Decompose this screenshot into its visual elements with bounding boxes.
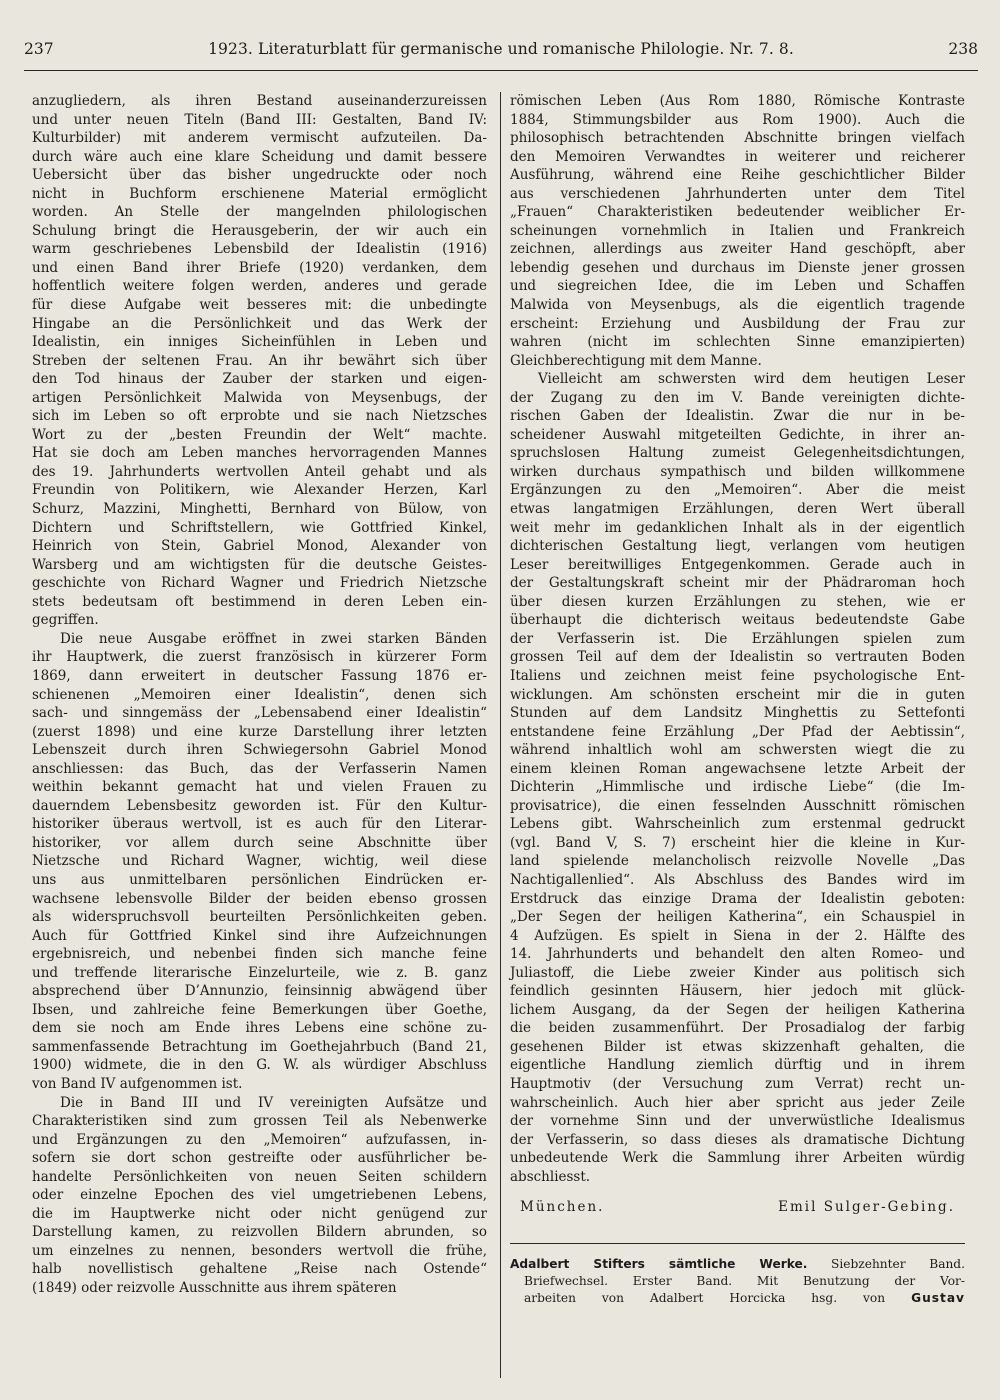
notice-title: Adalbert Stifters sämtliche Werke. xyxy=(510,1256,808,1271)
left-column-line: schienenen „Memoiren einer Idealistin“, denen sich xyxy=(32,686,487,703)
journal-title: 1923. Literaturblatt für germanische und romanische Philologie. Nr. 7. 8. xyxy=(208,40,794,58)
left-column-line: Nietzsche und Richard Wagner, wichtig, weil diese xyxy=(32,853,487,870)
left-column-line: Hat sie doch am Leben manches hervorragenden Mannes xyxy=(32,445,487,462)
right-column-line: lichem Ausgang, da der Segen der heiligen Katherina xyxy=(510,1001,965,1018)
left-column-line: Dichtern und Schriftstellern, wie Gottfried Kinkel, xyxy=(32,519,487,536)
notice-line-2: Briefwechsel. Erster Band. Mit Benutzung der Vor- xyxy=(524,1273,965,1288)
left-column-line: um einzelnes zu nennen, besonders wertvoll die frühe, xyxy=(32,1242,487,1259)
notice-line-1 xyxy=(510,1256,965,1273)
right-column-text xyxy=(510,92,965,1186)
signature-author: Emil Sulger-Gebing. xyxy=(778,1199,955,1216)
left-column-line: und Ergänzungen zu den „Memoiren“ aufzufassen, in- xyxy=(32,1131,487,1148)
left-column-line: anschliessen: das Buch, das der Verfasserin Namen xyxy=(32,760,487,777)
right-column-line: wirken durchaus sympathisch und bilden willkommene xyxy=(510,463,965,480)
column-divider xyxy=(500,92,501,1378)
left-column-line: Hingabe an die Persönlichkeit und das Werk der xyxy=(32,315,487,332)
right-column-line: unbedeutende Werk die Sammlung ihrer Arbeiten würdig xyxy=(510,1150,965,1167)
right-column-line: „Der Segen der heiligen Katherina“, ein Schauspiel in xyxy=(510,909,965,926)
left-column-line: gegriffen. xyxy=(32,612,99,629)
left-column xyxy=(32,92,487,1298)
right-column-line: rischen Gaben der Idealistin. Zwar die nur in be- xyxy=(510,408,965,425)
right-column-line: wahrscheinlich. Auch hier aber spricht aus jeder Zeile xyxy=(510,1094,965,1111)
right-column-line: überhaupt die dichterisch weitaus bedeutendste Gabe xyxy=(510,612,965,629)
notice-editor-name: Gustav xyxy=(911,1290,965,1305)
right-column-line: Stunden auf dem Landsitz Minghettis zu Settefonti xyxy=(510,705,965,722)
right-column-line: etwas langatmigen Erzählungen, deren Wert überall xyxy=(510,501,965,518)
right-column-line: der Verfasserin, so dass dieses als dramatische Dichtung xyxy=(510,1131,965,1148)
right-column-line: aus verschiedenen Jahrhunderten unter dem Titel xyxy=(510,185,965,202)
right-column-line: Malwida von Meysenbugs, als die eigentlich tragende xyxy=(510,297,965,314)
notice-line-3 xyxy=(510,1290,965,1307)
notice-divider xyxy=(510,1243,965,1244)
right-column-line: einem kleinen Roman angewachsene letzte Arbeit der xyxy=(510,760,965,777)
right-column-line: Nachtigallenlied“. Als Abschluss des Bandes wird im xyxy=(510,871,965,888)
left-column-line: uns aus unmittelbaren persönlichen Eindrücken er- xyxy=(32,871,487,888)
left-column-line: Darstellung kamen, zu reizvollen Bildern abrunden, so xyxy=(32,1224,487,1241)
right-column-line: Leser bereitwilliges Entgegenkommen. Gerade auch in xyxy=(510,556,965,573)
left-column-line: und einen Band ihrer Briefe (1920) verdanken, dem xyxy=(32,259,487,276)
left-column-line: Lebenszeit durch ihren Schwiegersohn Gabriel Monod xyxy=(32,742,487,759)
left-column-line: Schulung bringt die Herausgeberin, der wir auch ein xyxy=(32,222,487,239)
right-column-line: Hauptmotiv (der Versuchung zum Verrat) recht un- xyxy=(510,1075,965,1092)
right-column-line: abschliesst. xyxy=(510,1168,591,1185)
right-column-line: gesehenen Bilder ist etwas skizzenhaft gehalten, die xyxy=(510,1038,965,1055)
right-column-line: wahren (nicht im schlechten Sinne emanzipierten) xyxy=(510,334,965,351)
right-column-line: der Gestaltungskraft scheint mir der Phädraroman hoch xyxy=(510,575,965,592)
left-column-line: und treffende literarische Einzelurteile, wie z. B. ganz xyxy=(32,964,487,981)
left-column-line: ergebnisreich, und nebenbei finden sich manche feine xyxy=(32,946,487,963)
right-column-line: spruchslosen Haltung zumeist Gelegenheitsdichtungen, xyxy=(510,445,965,462)
left-column-line: historiker überaus wertvoll, ist es auch für den Literar- xyxy=(32,816,487,833)
left-column-line: Warsberg und am wichtigsten für die deutsche Geistes- xyxy=(32,556,487,573)
book-notice xyxy=(510,1256,965,1307)
left-column-line: Idealistin, ein inniges Sicheinfühlen in Leben und xyxy=(32,334,487,351)
left-column-line: Kulturbilder) mit anderem vermischt aufzuteilen. Da- xyxy=(32,130,487,147)
signature-place: München. xyxy=(520,1199,605,1216)
right-column-line: „Frauen“ Charakteristiken bedeutender weiblicher Er- xyxy=(510,204,965,221)
left-column-line: Die neue Ausgabe eröffnet in zwei starken Bänden xyxy=(60,630,487,647)
left-column-line: Charakteristiken sind zum grossen Teil als Nebenwerke xyxy=(32,1113,487,1130)
right-column-line: Ergänzungen zu den „Memoiren“. Aber die meist xyxy=(510,482,965,499)
left-column-line: durch wäre auch eine klare Scheidung und damit bessere xyxy=(32,148,487,165)
right-column-line: den Memoiren Verwandtes in weiterer und reicherer xyxy=(510,148,965,165)
right-column-line: scheinungen vornehmlich in Italien und Frankreich xyxy=(510,222,965,239)
right-column-line: Italiens und zeichnen meist feine psychologische Ent- xyxy=(510,667,965,684)
right-column-line: weit mehr im gedanklichen Inhalt als in der eigentlich xyxy=(510,519,965,536)
signature-line xyxy=(510,1198,965,1217)
page-number-right: 238 xyxy=(948,40,978,58)
right-column-line: entstandene feine Erzählung „Der Pfad der Aebtissin“, xyxy=(510,723,965,740)
left-column-line: für diese Aufgabe weit besseres mit: die unbedingte xyxy=(32,297,487,314)
left-column-line: geschichte von Richard Wagner und Friedrich Nietzsche xyxy=(32,575,487,592)
right-column-line: der Verfasserin ist. Die Erzählungen spielen zum xyxy=(510,630,965,647)
right-column-line: feindlich gesinnten Häusern, hier jedoch mit glück- xyxy=(510,983,965,1000)
left-column-line: weithin bekannt gemacht hat und vielen Frauen zu xyxy=(32,779,487,796)
left-column-line: als widerspruchsvoll beurteilten Persönlichkeiten geben. xyxy=(32,909,487,926)
left-column-line: Auch für Gottfried Kinkel sind ihre Aufzeichnungen xyxy=(32,927,487,944)
left-column-line: hoffentlich weitere folgen werden, anderes und gerade xyxy=(32,278,487,295)
left-column-line: Schurz, Mazzini, Minghetti, Bernhard von Bülow, von xyxy=(32,501,487,518)
right-column-line: Lebens gibt. Wahrscheinlich zum erstenmal gedruckt xyxy=(510,816,965,833)
left-column-line: Die in Band III und IV vereinigten Aufsätze und xyxy=(60,1094,487,1111)
left-column-line: stets bedeutsam oft bestimmend in deren Leben ein- xyxy=(32,593,487,610)
right-column-line: Juliastoff, die Liebe zweier Kinder aus politisch sich xyxy=(510,964,965,981)
left-column-line: (zuerst 1898) und eine kurze Darstellung ihrer letzten xyxy=(32,723,487,740)
page-header xyxy=(24,40,978,71)
right-column-line: eigentliche Handlung ziemlich dürftig und in ihrem xyxy=(510,1057,965,1074)
right-column-line: dichterischen Gestaltung liegt, verlangen vom heutigen xyxy=(510,538,965,555)
right-column-line: der vornehme Sinn und der unverwüstliche Idealismus xyxy=(510,1113,965,1130)
right-column xyxy=(510,92,965,1307)
left-column-line: (1849) oder reizvolle Ausschnitte aus ihrem späteren xyxy=(32,1280,397,1296)
left-column-line: Ibsen, und zahlreiche feine Bemerkungen über Goethe, xyxy=(32,1001,487,1018)
left-column-line: absprechend über D’Annunzio, feinsinnig abwägend über xyxy=(32,983,487,1000)
right-column-line: Ausführung, während eine Reihe geschichtlicher Bilder xyxy=(510,167,965,184)
right-column-line: Vielleicht am schwersten wird dem heutigen Leser xyxy=(538,371,965,388)
right-column-line: Gleichberechtigung mit dem Manne. xyxy=(510,352,762,369)
left-column-line: warm geschriebenes Lebensbild der Idealistin (1916) xyxy=(32,241,487,258)
left-column-line: oder einzelne Epochen des viel umgetriebenen Lebens, xyxy=(32,1187,487,1204)
left-column-line: des 19. Jahrhunderts wertvollen Anteil gehabt und als xyxy=(32,463,487,480)
right-column-line: 1884, Stimmungsbilder aus Rom 1900). Auch die xyxy=(510,111,965,128)
left-column-line: dauerndem Lebensbesitz geworden ist. Für den Kultur- xyxy=(32,797,487,814)
right-column-line: 14. Jahrhunderts und behandelt den alten Romeo- und xyxy=(510,946,965,963)
left-column-line: sammenfassende Betrachtung im Goethejahrbuch (Band 21, xyxy=(32,1038,487,1055)
right-column-line: der Zugang zu den im V. Bande vereinigten dichte- xyxy=(510,389,965,406)
left-column-line: Wort zu der „besten Freundin der Welt“ machte. xyxy=(32,426,487,443)
right-column-line: provisatrice), die einen fesselnden Ausschnitt römischen xyxy=(510,797,965,814)
left-column-line: und unter neuen Titeln (Band III: Gestalten, Band IV: xyxy=(32,111,487,128)
right-column-line: 4 Aufzügen. Es spielt in Siena in der 2. Hälfte des xyxy=(510,927,965,944)
notice-volume: Siebzehnter Band. xyxy=(807,1256,965,1271)
left-column-line: worden. An Stelle der mangelnden philologischen xyxy=(32,204,487,221)
left-column-line: Heinrich von Stein, Gabriel Monod, Alexander von xyxy=(32,538,487,555)
left-column-line: den Tod hinaus der Zauber der starken und eigen- xyxy=(32,371,487,388)
right-column-line: wicklungen. Am schönsten erscheint mir die in guten xyxy=(510,686,965,703)
notice-line-3-text: arbeiten von Adalbert Horcicka hsg. von xyxy=(524,1290,912,1305)
left-column-line: dem sie noch am Ende ihres Lebens eine schöne zu- xyxy=(32,1020,487,1037)
left-column-line: nicht in Buchform erschienene Material ermöglicht xyxy=(32,185,487,202)
left-column-line: handelte Persönlichkeiten von neuen Seiten schildern xyxy=(32,1168,487,1185)
right-column-line: lebendig gesehen und durchaus im Dienste jener grossen xyxy=(510,259,965,276)
right-column-line: Erstdruck das einzige Drama der Idealistin geboten: xyxy=(510,890,965,907)
left-column-line: artigen Persönlichkeit Malwida von Meysenbugs, der xyxy=(32,389,487,406)
page-number-left: 237 xyxy=(24,40,54,58)
right-column-line: scheidener Auswahl mitgeteilten Gedichte, in ihrer an- xyxy=(510,426,965,443)
right-column-line: (vgl. Band V, S. 7) erscheint hier die kleine in Kur- xyxy=(510,834,965,851)
right-column-line: Dichterin „Himmlische und irdische Liebe“ (die Im- xyxy=(510,779,965,796)
left-column-line: anzugliedern, als ihren Bestand auseinanderzureissen xyxy=(32,93,487,109)
right-column-line: und siegreichen Idee, die im Leben und Schaffen xyxy=(510,278,965,295)
left-column-line: Streben der seltenen Frau. An ihr bewährt sich über xyxy=(32,352,487,369)
left-column-line: historiker, vor allem durch seine Abschnitte über xyxy=(32,834,487,851)
right-column-line: erscheint: Erziehung und Ausbildung der Frau zur xyxy=(510,315,965,332)
left-column-line: Uebersicht über das bisher ungedruckte oder noch xyxy=(32,167,487,184)
right-column-line: während inhaltlich wohl am schwersten wiegt die zu xyxy=(510,742,965,759)
left-column-line: von Band IV aufgenommen ist. xyxy=(32,1075,243,1092)
left-column-line: Freundin von Politikern, wie Alexander Herzen, Karl xyxy=(32,482,487,499)
right-column-line: land spielende melancholisch reizvolle Novelle „Das xyxy=(510,853,965,870)
left-column-line: wachsene lebensvolle Bilder der beiden ebenso grossen xyxy=(32,890,487,907)
left-column-line: sich im Leben so oft erprobte und sie nach Nietzsches xyxy=(32,408,487,425)
left-column-line: 1869, dann erweitert in deutscher Fassung 1876 er- xyxy=(32,667,487,684)
left-column-line: sach- und sinngemäss der „Lebensabend einer Idealistin“ xyxy=(32,705,487,722)
left-column-line: ihr Hauptwerk, die zuerst französisch in kürzerer Form xyxy=(32,649,487,666)
left-column-line: halb novellistisch gehaltene „Reise nach Ostende“ xyxy=(32,1261,487,1278)
right-column-line: zeichnen, allerdings aus zweiter Hand geschöpft, aber xyxy=(510,241,965,258)
right-column-line: philosophisch betrachtenden Abschnitte bringen vielfach xyxy=(510,130,965,147)
left-column-line: die im Hauptwerke nicht oder nicht genügend zur xyxy=(32,1205,487,1222)
right-column-line: die beiden zusammenführt. Der Prosadialog der farbig xyxy=(510,1020,965,1037)
right-column-line: römischen Leben (Aus Rom 1880, Römische Kontraste xyxy=(510,93,965,109)
right-column-line: über diesen kurzen Erzählungen zu stehen, wie er xyxy=(510,593,965,610)
left-column-line: sofern sie dort schon gestreifte oder ausführlicher be- xyxy=(32,1150,487,1167)
right-column-line: grossen Teil auf dem der Idealistin so vertrauten Boden xyxy=(510,649,965,666)
left-column-line: 1900) widmete, die in den G. W. als würdiger Abschluss xyxy=(32,1057,487,1074)
